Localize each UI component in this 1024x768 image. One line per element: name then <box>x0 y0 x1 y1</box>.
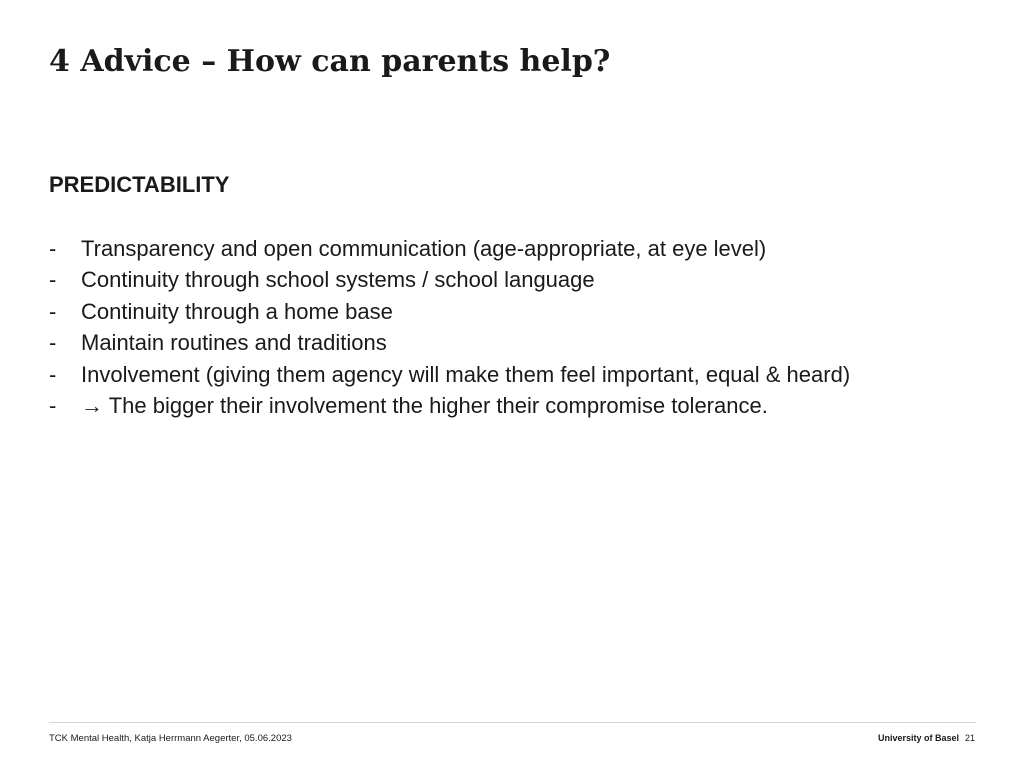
bullet-dash: - <box>49 298 57 324</box>
bullet-text: Involvement (giving them agency will make them feel important, equal & heard) <box>81 361 851 387</box>
bullet-dash: - <box>49 361 57 387</box>
footer-right <box>878 732 975 744</box>
bullet-item <box>49 233 850 264</box>
bullet-dash: - <box>49 330 57 356</box>
bullet-dash: - <box>49 236 57 261</box>
bullet-item <box>49 264 850 295</box>
bullet-text: Continuity through a home base <box>81 298 393 324</box>
bullet-item <box>49 296 850 327</box>
bullet-item <box>49 390 850 421</box>
bullet-item <box>49 359 850 390</box>
bullet-text: Continuity through school systems / school language <box>81 267 595 293</box>
bullet-dash: - <box>49 393 57 419</box>
bullet-item <box>49 327 850 358</box>
slide-title: 4 Advice – How can parents help? <box>49 44 611 79</box>
page-number: 21 <box>964 733 975 743</box>
bullet-text: Transparency and open communication (age-appropriate, at eye level) <box>81 236 767 261</box>
bullet-dash: - <box>49 267 57 293</box>
bullet-list <box>49 233 850 421</box>
bullet-text: Maintain routines and traditions <box>81 330 387 356</box>
university-name: University of Basel <box>877 733 959 743</box>
footer-divider <box>49 722 976 723</box>
section-heading: PREDICTABILITY <box>49 172 230 197</box>
bullet-text: → The bigger their involvement the higher their compromise tolerance. <box>81 393 768 419</box>
footer-presentation-info: TCK Mental Health, Katja Herrmann Aegerter, 05.06.2023 <box>49 733 292 744</box>
